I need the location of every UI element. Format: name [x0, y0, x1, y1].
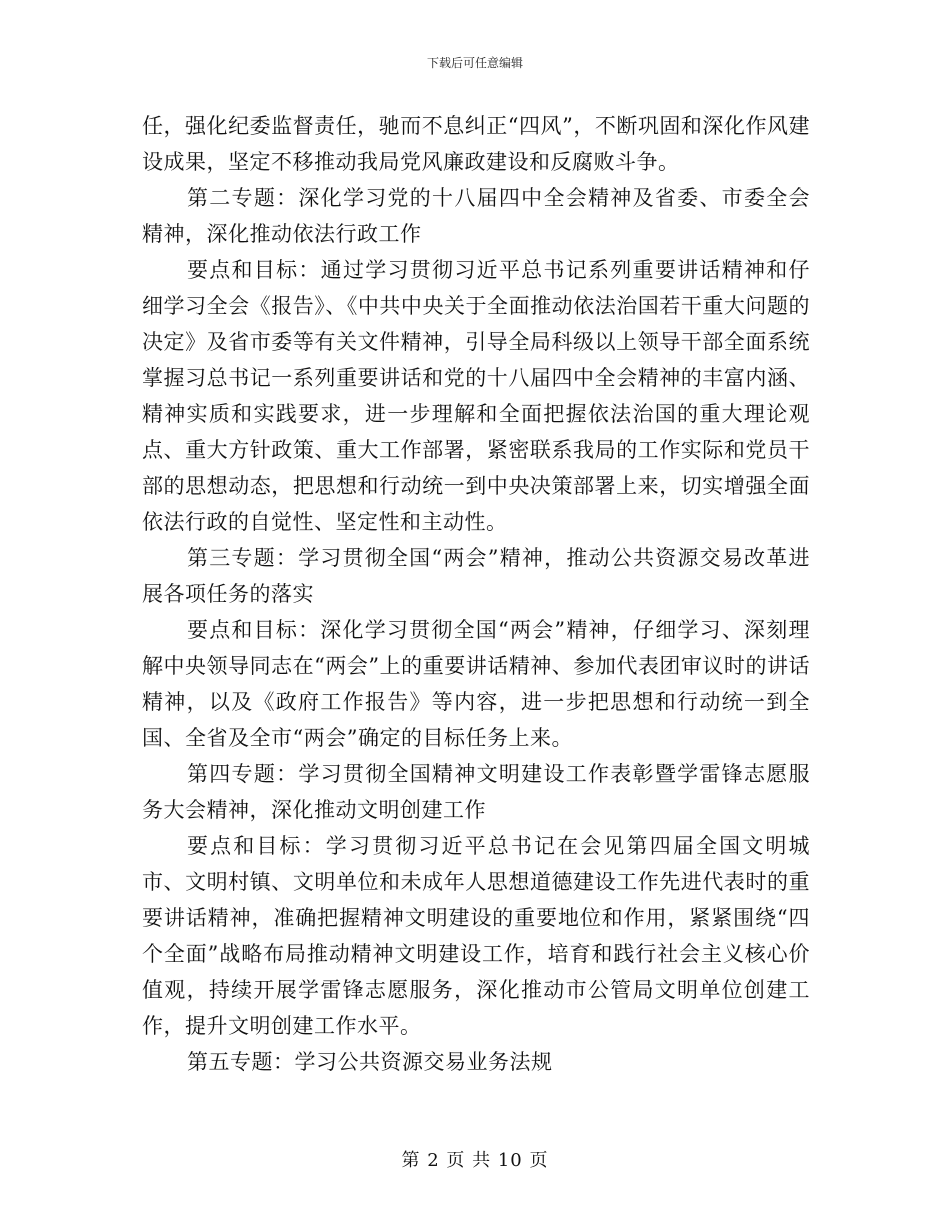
topic-2-goals: 要点和目标：通过学习贯彻习近平总书记系列重要讲话精神和仔细学习全会《报告》、《中共中央关于全面推动依法治国若干重大问题的决定》及省市委等有关文件精神，引导全局科级以上领导干部全面系统掌握习总书记一系列重要讲话和党的十八届四中全会精神的丰富内涵、精神实质和实践要求，进一步理解和全面把握依法治国的重大理论观点、重大方针政策、重大工作部署，紧密联系我局的工作实际和党员干部的思想动态，把思想和行动统一到中央决策部署上来，切实增强全面依法行政的自觉性、坚定性和主动性。: [142, 258, 810, 534]
page-number-footer: 第 2 页 共 10 页: [401, 1150, 549, 1171]
topic-4-goals: 要点和目标：学习贯彻习近平总书记在会见第四届全国文明城市、文明村镇、文明单位和未成年人思想道德建设工作先进代表时的重要讲话精神，准确把握精神文明建设的重要地位和作用，紧紧围绕“四个全面”战略布局推动精神文明建设工作，培育和践行社会主义核心价值观，持续开展学雷锋志愿服务，深化推动市公管局文明单位创建工作，提升文明创建工作水平。: [142, 834, 810, 1038]
document-body: [142, 108, 810, 1080]
topic-5-heading: 第五专题：学习公共资源交易业务法规: [187, 1050, 553, 1074]
topic-3-heading: 第三专题：学习贯彻全国“两会”精神，推动公共资源交易改革进展各项任务的落实: [142, 546, 810, 606]
topic-3-goals: 要点和目标：深化学习贯彻全国“两会”精神，仔细学习、深刻理解中央领导同志在“两会”上的重要讲话精神、参加代表团审议时的讲话精神，以及《政府工作报告》等内容，进一步把思想和行动统一到全国、全省及全市“两会”确定的目标任务上来。: [142, 618, 810, 750]
topic-4-heading: 第四专题：学习贯彻全国精神文明建设工作表彰暨学雷锋志愿服务大会精神，深化推动文明创建工作: [142, 762, 810, 822]
topic-2-heading: 第二专题：深化学习党的十八届四中全会精神及省委、市委全会精神，深化推动依法行政工作: [142, 186, 810, 246]
paragraph-continuation: 任，强化纪委监督责任，驰而不息纠正“四风”，不断巩固和深化作风建设成果，坚定不移推动我局党风廉政建设和反腐败斗争。: [142, 114, 810, 174]
page-header: 下载后可任意编辑: [426, 56, 523, 70]
